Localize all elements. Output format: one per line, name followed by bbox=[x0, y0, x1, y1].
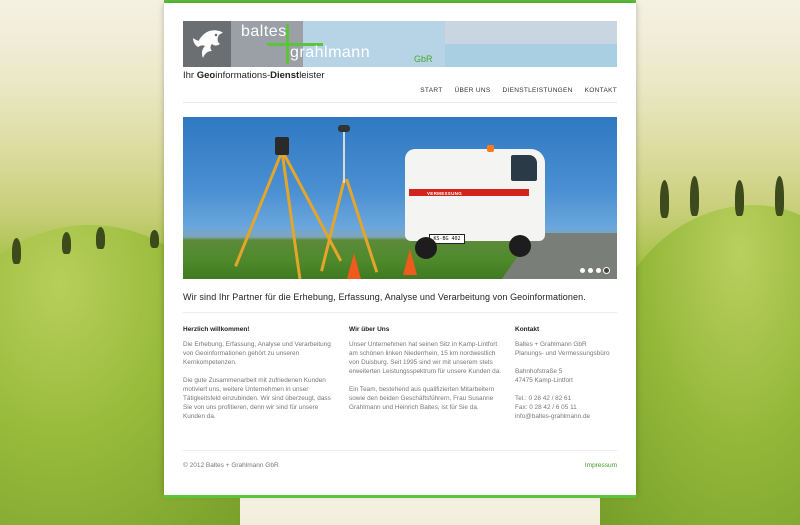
contact-street: Bahnhofstraße 5 bbox=[515, 368, 563, 375]
contact-subtitle: Planungs- und Vermessungsbüro bbox=[515, 350, 610, 357]
hero-van-window bbox=[511, 155, 537, 181]
about-paragraph-2: Ein Team, bestehend aus qualifizierten Mitarbeitern sowie den beiden Geschäftsführern, Frau Susanne Grahlmann und Heinrich Baltes, ist für Sie da. bbox=[349, 386, 495, 411]
footer-divider bbox=[183, 450, 617, 451]
about-heading: Wir über Uns bbox=[349, 326, 390, 333]
hero-slider-image[interactable] bbox=[183, 117, 617, 279]
hero-van-label: VERMESSUNG bbox=[427, 191, 463, 196]
welcome-paragraph-1: Die Erhebung, Erfassung, Analyse und Verarbeitung von Geoinformationen gehört zu unseren Kernkompetenzen. bbox=[183, 341, 331, 366]
contact-city: 47475 Kamp-Lintfort bbox=[515, 377, 573, 384]
background-tree bbox=[660, 180, 669, 218]
welcome-paragraph-2: Die gute Zusammenarbeit mit zufriedenen Kunden motiviert uns, weitere Unternehmen in unser Tätigkeitsfeld einzubinden. Wir sind überzeugt, dass Sie von uns profitieren, denn wir sind für unsere Kunden da. bbox=[183, 377, 331, 420]
tagline-bold-dienst: Dienst bbox=[270, 70, 300, 81]
main-nav bbox=[420, 87, 617, 94]
slider-dot-3[interactable] bbox=[596, 268, 601, 273]
nav-divider bbox=[183, 102, 617, 103]
hero-van-beacon bbox=[487, 145, 494, 152]
contact-fax: Fax: 0 28 42 / 6 05 11 bbox=[515, 404, 577, 411]
hero-total-station bbox=[275, 137, 289, 155]
welcome-heading: Herzlich willkommen! bbox=[183, 326, 250, 333]
contact-spacer bbox=[515, 358, 619, 367]
hero-gps-antenna bbox=[338, 125, 350, 132]
contact-column bbox=[515, 325, 619, 421]
hero-tripod-leg bbox=[283, 154, 342, 261]
background-tree bbox=[150, 230, 159, 248]
nav-item-start[interactable]: START bbox=[420, 87, 443, 94]
background-tree bbox=[62, 232, 71, 254]
contact-company: Baltes + Grahlmann GbR bbox=[515, 341, 587, 348]
contact-tel: Tel.: 0 28 42 / 82 61 bbox=[515, 395, 572, 402]
contact-spacer bbox=[515, 385, 619, 394]
background-tree bbox=[96, 227, 105, 249]
site-logo[interactable] bbox=[183, 21, 617, 67]
intro-divider bbox=[183, 312, 617, 313]
hero-van-wheel bbox=[509, 235, 531, 257]
nav-item-ueber-uns[interactable]: ÜBER UNS bbox=[454, 87, 491, 94]
logo-name-baltes: baltes bbox=[241, 23, 287, 40]
about-paragraph-1: Unser Unternehmen hat seinen Sitz in Kamp-Lintfort am schönen linken Niederrhein, 15 km nordwestlich von Duisburg. Seit 1995 sind wir mit unserem stets erweiterten Leistungsspektrum für unsere Kunden da. bbox=[349, 341, 502, 375]
slider-pagination bbox=[580, 268, 609, 273]
logo-gbr: GbR bbox=[414, 54, 433, 64]
slider-dot-4[interactable] bbox=[604, 268, 609, 273]
logo-name-grahlmann: grahlmann bbox=[290, 44, 371, 61]
impressum-link[interactable]: Impressum bbox=[584, 462, 617, 469]
background-tree bbox=[775, 176, 784, 216]
hero-gps-pole bbox=[343, 129, 345, 183]
logo-blue-block-bottom bbox=[445, 44, 617, 67]
hero-tripod-leg bbox=[281, 155, 301, 279]
background-tree bbox=[12, 238, 21, 264]
tagline-mid: informations- bbox=[215, 70, 271, 81]
eagle-icon bbox=[189, 25, 227, 63]
nav-item-kontakt[interactable]: KONTAKT bbox=[584, 87, 617, 94]
tagline-suffix: leister bbox=[299, 70, 325, 81]
tagline bbox=[183, 70, 325, 81]
tagline-prefix: Ihr bbox=[183, 70, 197, 81]
logo-blue-block-top bbox=[445, 21, 617, 44]
hero-traffic-cone bbox=[347, 253, 361, 279]
slider-dot-2[interactable] bbox=[588, 268, 593, 273]
page-container bbox=[164, 3, 636, 495]
nav-item-dienstleistungen[interactable]: DIENSTLEISTUNGEN bbox=[502, 87, 573, 94]
contact-heading: Kontakt bbox=[515, 326, 540, 333]
slider-dot-1[interactable] bbox=[580, 268, 585, 273]
hero-license-plate: KS-BG 402 bbox=[429, 234, 465, 244]
footer-copyright: © 2012 Baltes + Grahlmann GbR bbox=[183, 462, 279, 469]
contact-email[interactable]: info@baltes-grahlmann.de bbox=[515, 413, 591, 420]
intro-statement: Wir sind Ihr Partner für die Erhebung, Erfassung, Analyse und Verarbeitung von Geoinformationen. bbox=[183, 292, 586, 302]
welcome-column bbox=[183, 325, 338, 430]
about-column bbox=[349, 325, 507, 421]
tagline-bold-geo: Geo bbox=[196, 70, 216, 81]
hero-van-wheel bbox=[415, 237, 437, 259]
background-tree bbox=[735, 180, 744, 216]
background-tree bbox=[690, 176, 699, 216]
hero-traffic-cone bbox=[403, 249, 417, 275]
hero-tripod-leg bbox=[234, 154, 282, 266]
